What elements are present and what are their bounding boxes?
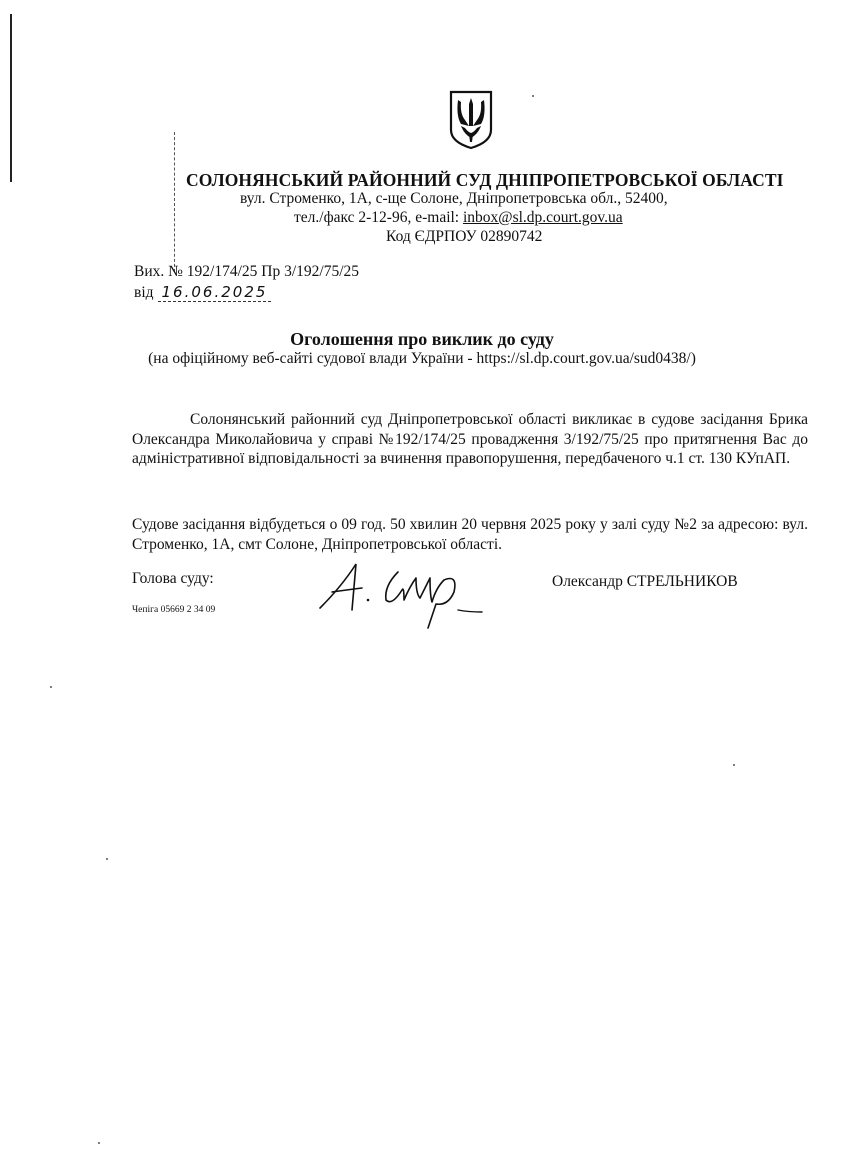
ukraine-trident-emblem-icon bbox=[448, 90, 494, 150]
scan-margin-mark bbox=[174, 132, 176, 272]
notice-title: Оголошення про виклик до суду bbox=[290, 329, 554, 349]
executor-contact: Чепіга 05669 2 34 09 bbox=[132, 605, 216, 615]
phone-fax: тел./факс 2-12-96, e-mail: bbox=[294, 209, 463, 226]
email-link[interactable]: inbox@sl.dp.court.gov.ua bbox=[463, 209, 623, 226]
summons-paragraph: Солонянський районний суд Дніпропетровської області викликає в судове засідання Брика Олександра Миколайовича у справі №192/174/25 провадження 3/192/75/25 про притягнення Вас до адміністративної відповідальності за вчинення правопорушення, передбаченого ч.1 ст. 130 КУпАП. bbox=[132, 411, 808, 467]
hearing-details-paragraph: Судове засідання відбудеться о 09 год. 50 хвилин 20 червня 2025 року у залі суду №2 за адресою: вул. Строменко, 1А, смт Солоне, Дніпропетровської області. bbox=[132, 516, 808, 553]
head-of-court-name: Олександр СТРЕЛЬНИКОВ bbox=[552, 573, 738, 590]
head-of-court-label: Голова суду: bbox=[132, 570, 214, 587]
outgoing-date-row bbox=[134, 283, 271, 302]
scan-speck bbox=[98, 1142, 100, 1144]
scan-speck bbox=[50, 686, 52, 688]
court-contacts bbox=[294, 209, 623, 227]
scan-speck bbox=[106, 858, 108, 860]
date-label: від bbox=[134, 284, 154, 301]
handwritten-date: 16.06.2025 bbox=[158, 283, 272, 302]
court-name: СОЛОНЯНСЬКИЙ РАЙОННИЙ СУД ДНІПРОПЕТРОВСЬКОЇ ОБЛАСТІ bbox=[186, 170, 784, 190]
handwritten-signature-icon bbox=[312, 556, 512, 636]
court-address: вул. Строменко, 1А, с-ще Солоне, Дніпропетровська обл., 52400, bbox=[240, 190, 668, 207]
outgoing-number: Вих. № 192/174/25 Пр 3/192/75/25 bbox=[134, 263, 360, 280]
edrpou-code: Код ЄДРПОУ 02890742 bbox=[386, 228, 543, 245]
scan-speck bbox=[532, 95, 534, 97]
scan-edge-line bbox=[10, 14, 12, 182]
notice-subtitle: (на офіційному веб-сайті судової влади України - https://sl.dp.court.gov.ua/sud0438/) bbox=[148, 350, 696, 367]
scan-speck bbox=[733, 764, 735, 766]
